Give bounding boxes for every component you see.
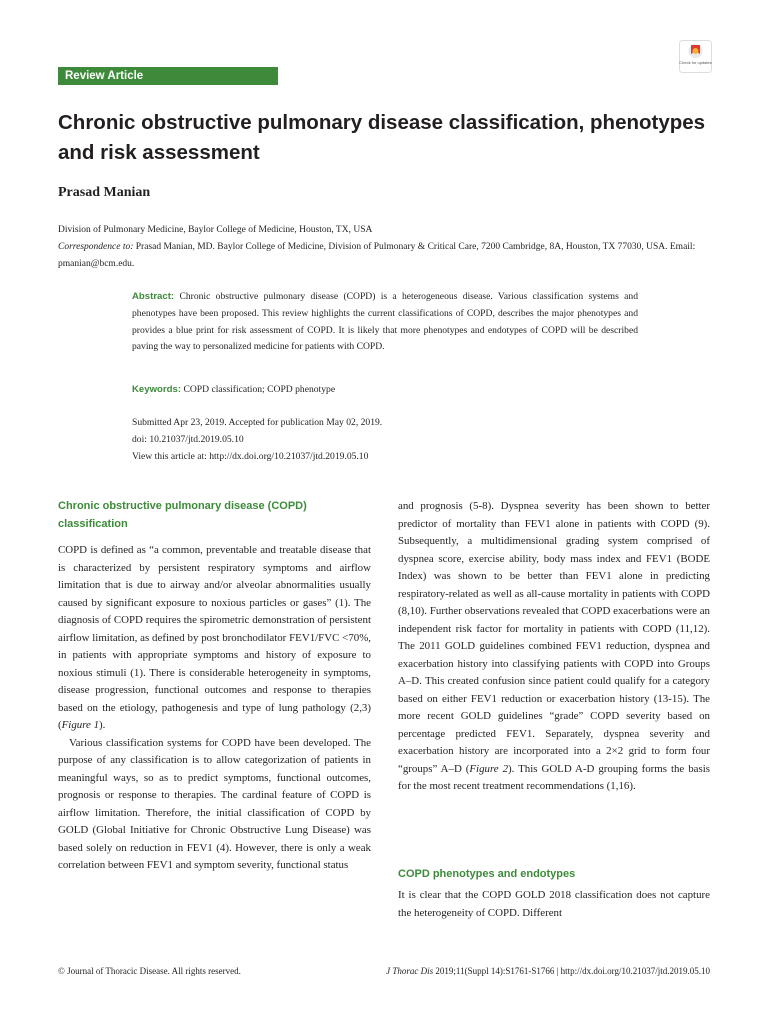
footer-journal: J Thorac Dis [386, 966, 434, 976]
submission-dates: Submitted Apr 23, 2019. Accepted for publication May 02, 2019. [132, 417, 383, 428]
correspondence-text: Prasad Manian, MD. Baylor College of Medicine, Division of Pulmonary & Critical Care, 7200 Cambridge, 8A, Houston, TX 77030, USA. Email: pmanian@bcm.edu. [58, 242, 696, 269]
paragraph [58, 542, 371, 735]
doi: doi: 10.21037/jtd.2019.05.10 [132, 434, 244, 445]
section-heading-copd-classification: Chronic obstructive pulmonary disease (COPD) classification [58, 500, 307, 530]
author-name: Prasad Manian [58, 185, 151, 200]
affiliation-block [58, 222, 718, 273]
check-for-updates-badge[interactable] [679, 40, 712, 73]
article-type-label: Review Article [65, 70, 144, 82]
right-column-section-2 [398, 887, 710, 922]
paragraph-text-end: ). [99, 719, 106, 731]
abstract [132, 289, 638, 356]
right-column [398, 498, 710, 796]
abstract-text: Chronic obstructive pulmonary disease (COPD) is a heterogeneous disease. Various classification systems and phenotypes have been proposed. This review highlights the current classifications of COPD, describes the major phenotypes and provides a blue print for risk assessment of COPD. It is likely that more phenotypes and endotypes of COPD will be described paving the way to personalized medicine for patients with COPD. [132, 291, 638, 353]
affiliation: Division of Pulmonary Medicine, Baylor College of Medicine, Houston, TX, USA [58, 225, 373, 235]
paragraph-text: COPD is defined as “a common, preventable and treatable disease that is characterized by persistent respiratory symptoms and airflow limitation that is due to airway and/or alveolar abnormalities usually caused by significant exposure to noxious particles or gases” (1). The diagnosis of COPD requires the spirometric demonstration of persistent airflow limitation, as defined by post bronchodilator FEV1/FVC <70%, in patients with appropriate symptoms and history of exposure to noxious stimuli (1). There is considerable heterogeneity in symptoms, disease progression, functional outcomes and response to therapies based on the etiology, pathogenesis and type of lung pathology (2,3) ( [58, 544, 371, 731]
keywords [132, 381, 638, 398]
check-for-updates-icon [679, 40, 712, 73]
section-heading-copd-phenotypes: COPD phenotypes and endotypes [398, 868, 576, 880]
footer-citation [330, 966, 710, 976]
correspondence-label: Correspondence to: [58, 242, 134, 252]
left-column [58, 542, 371, 875]
view-article-link[interactable]: View this article at: http://dx.doi.org/10.21037/jtd.2019.05.10 [132, 451, 369, 462]
correspondence [58, 239, 718, 273]
check-for-updates-text: Check for updates [679, 60, 712, 65]
article-title: Chronic obstructive pulmonary disease classification, phenotypes and risk assessment [58, 111, 706, 164]
abstract-label: Abstract: [132, 291, 175, 302]
figure-2-link[interactable]: Figure 2 [469, 762, 509, 775]
article-meta [132, 414, 638, 465]
paragraph: Various classification systems for COPD have been developed. The purpose of any classification is to allow categorization of patients in meaningful ways, so as to predict symptoms, functional outcomes, prognosis or response to therapies. The cardinal feature of COPD is airflow limitation. Therefore, the initial classification of COPD by GOLD (Global Initiative for Chronic Obstructive Lung Disease) was based solely on reduction in FEV1 (4). However, there is only a weak correlation between FEV1 and symptom severity, functional status [58, 736, 371, 871]
keywords-label: Keywords: [132, 384, 182, 395]
footer-citation-text[interactable]: 2019;11(Suppl 14):S1761-S1766 | http://dx.doi.org/10.21037/jtd.2019.05.10 [433, 966, 710, 976]
paragraph [398, 498, 710, 796]
keywords-text: COPD classification; COPD phenotype [183, 384, 336, 395]
figure-1-link[interactable]: Figure 1 [61, 719, 100, 731]
paragraph-text: and prognosis (5-8). Dyspnea severity has been shown to better predictor of mortality than FEV1 alone in patients with COPD (9). Subsequently, a multidimensional grading system comprised of dyspnea score, exercise ability, body mass index and FEV1 (BODE Index) was shown to be better than FEV1 alone in predicting respiratory-related as well as all-cause mortality in patients with COPD (8,10). Further observations revealed that COPD exacerbations were an independent risk factor for mortality in patients with COPD (11,12). The 2011 GOLD guidelines combined FEV1 reduction, dyspnea and exacerbation history into classifying patients with COPD into Groups A–D. This created confusion since patient could qualify for a category based on either FEV1 reduction or exacerbation history (13-15). The more recent GOLD guidelines “grade” COPD severity based on percentage predicted FEV1. Separately, dyspnea severity and exacerbation history are incorporated into a 2×2 grid to form four “groups” A–D ( [398, 500, 710, 775]
paragraph-text-end: ). This GOLD A-D grouping forms the basis for the most recent treatment recommendations (1,16). [398, 762, 710, 792]
article-type-banner [58, 67, 278, 85]
paragraph: It is clear that the COPD GOLD 2018 classification does not capture the heterogeneity of COPD. Different [398, 889, 710, 919]
footer-copyright: © Journal of Thoracic Disease. All rights reserved. [58, 966, 241, 976]
